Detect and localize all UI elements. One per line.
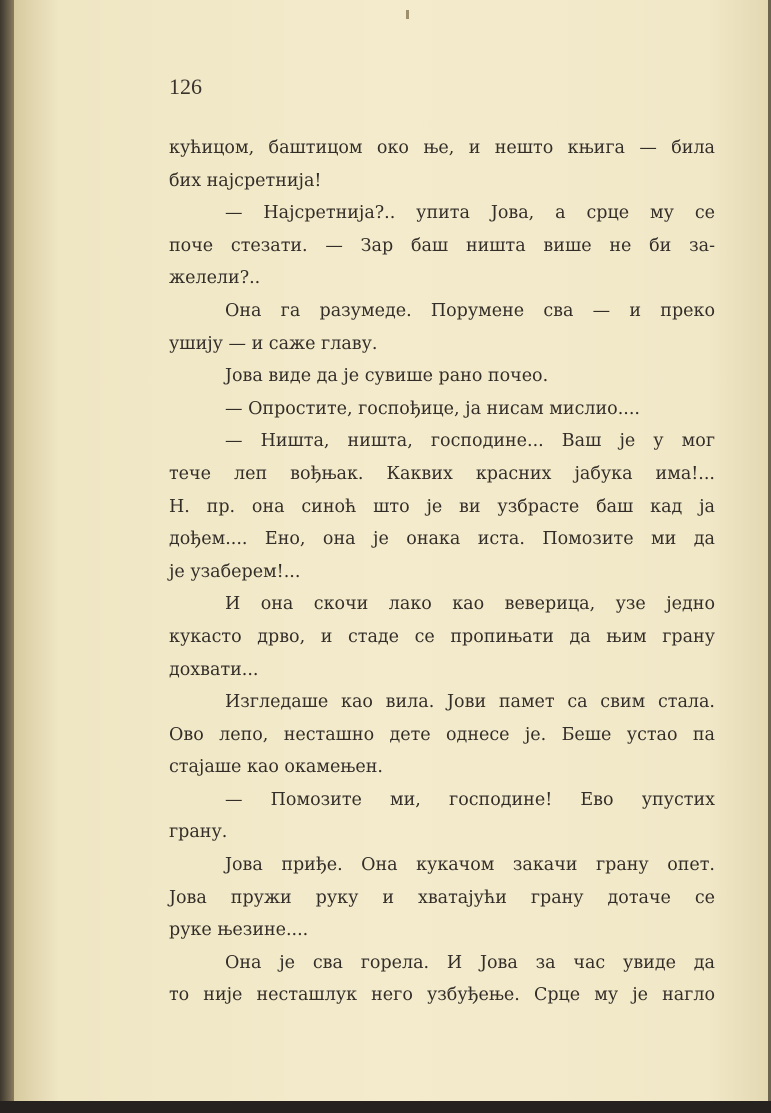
body-text <box>169 132 715 1012</box>
book-gutter <box>0 0 14 1113</box>
text-line: бих најсретнија! <box>169 170 322 191</box>
text-line: Јова приђе. Она кукачом закачи грану опет. <box>225 855 715 876</box>
text-line: И она скочи лако као веверица, узе једно <box>225 594 715 615</box>
text-line: — Ништа, ништа, господине... Ваш је у мог <box>225 431 715 452</box>
text-line: руке њезине.... <box>169 920 309 941</box>
paper-speck <box>406 10 409 19</box>
text-line: — Опростите, госпођице, ја нисам мислио.... <box>225 398 640 419</box>
text-line: кукасто дрво, и стаде се пропињати да њим грану <box>169 626 715 647</box>
book-page <box>14 0 768 1101</box>
scan-bottom-edge <box>0 1101 771 1113</box>
text-line: Изгледаше као вила. Јови памет са свим стала. <box>225 692 715 713</box>
text-line: тече леп вођњак. Каквих красних јабука има!... <box>169 463 715 484</box>
text-line: Јова пружи руку и хватајући грану дотаче се <box>169 887 715 908</box>
text-line: стајаше као окамењен. <box>169 757 383 778</box>
text-line: Она је сва горела. И Јова за час увиде да <box>225 952 715 973</box>
text-line: — Помозите ми, господине! Ево упустих <box>225 789 715 810</box>
text-line: грану. <box>169 822 228 843</box>
text-line: поче стезати. — Зар баш ништа више не би за- <box>169 235 715 256</box>
text-line: Н. пр. она синоћ што је ви узбрасте баш кад ја <box>169 496 715 517</box>
text-line: то није несташлук него узбуђење. Срце му је нагло <box>169 985 715 1006</box>
text-line: дохвати... <box>169 659 259 680</box>
text-line: Ово лепо, несташно дете однесе је. Беше устао па <box>169 724 715 745</box>
text-line: дођем.... Ено, она је онака иста. Помозите ми да <box>169 529 715 550</box>
text-line: ушију — и саже главу. <box>169 333 378 354</box>
text-line: — Најсретнија?.. упита Јова, а срце му се <box>225 203 715 224</box>
page-number: 126 <box>169 74 202 99</box>
text-line: кућицом, баштицом око ње, и нешто књига — била <box>169 138 715 158</box>
text-line: је узаберем!... <box>169 561 301 582</box>
text-line: желели?.. <box>169 268 261 289</box>
text-line: Она га разумеде. Порумене сва — и преко <box>225 300 715 321</box>
text-line: Јова виде да је сувише рано почео. <box>225 366 549 387</box>
